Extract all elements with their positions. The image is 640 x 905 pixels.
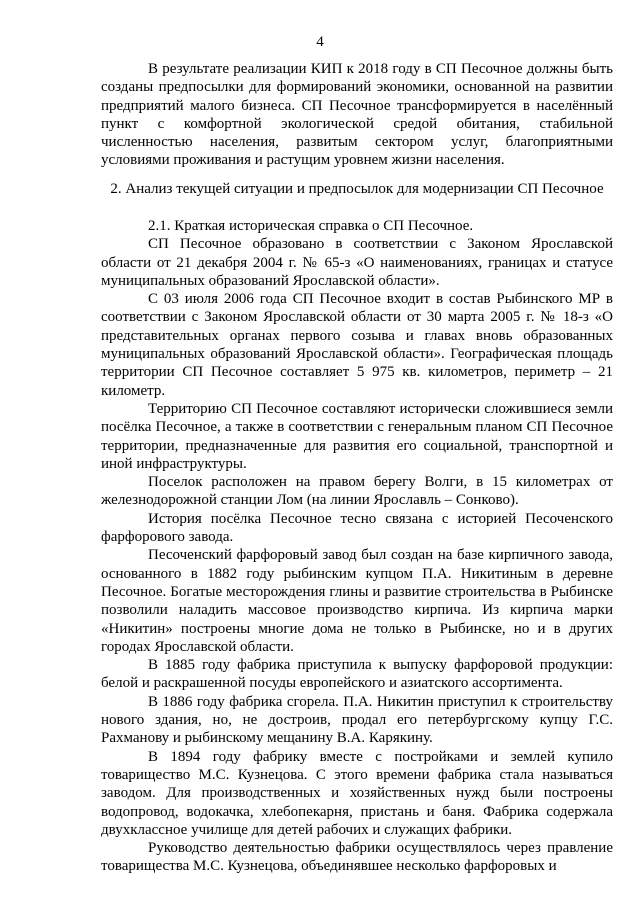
paragraph: В 1885 году фабрика приступила к выпуску фарфоровой продукции: белой и раскрашенной посуды европейского и азиатского ассортимента. <box>101 657 613 692</box>
paragraph: Руководство деятельностью фабрики осуществлялось через правление товарищества М.С. Кузнецова, объединявшее несколько фарфоровых и <box>101 840 613 875</box>
paragraph: Песоченский фарфоровый завод был создан на базе кирпичного завода, основанного в 1882 году рыбинским купцом П.А. Никитиным в деревне Песочное. Богатые месторождения глины и развитие строительства в Рыбинске позволили наладить массовое производство кирпича. Из кирпича марки «Никитин» построены многие дома не только в Рыбинске, но и в других городах Ярославской области. <box>101 547 613 655</box>
subsection-heading: 2.1. Краткая историческая справка о СП Песочное. <box>148 218 474 234</box>
page-number: 4 <box>316 34 324 50</box>
paragraph: Территорию СП Песочное составляют исторически сложившиеся земли посёлка Песочное, а также в соответствии с генеральным планом СП Песочное территории, предназначенные для развития его социальной, транспортной и иной инфраструктуры. <box>101 400 613 472</box>
paragraph: История посёлка Песочное тесно связана с историей Песоченского фарфорового завода. <box>101 510 613 546</box>
intro-paragraph: В результате реализации КИП к 2018 году в СП Песочное должны быть созданы предпосылки для формирований экономики, основанной на развитии предприятий малого бизнеса. СП Песочное трансформируется в населённый пункт с комфортной экологической средой обитания, стабильной численностью населения, развитым сектором услуг, благоприятными условиями проживания и растущим уровнем жизни населения. <box>101 61 613 169</box>
paragraph: Поселок расположен на правом берегу Волги, в 15 километрах от железнодорожной станции Лом (на линии Ярославль – Сонково). <box>101 474 613 509</box>
paragraph: В 1894 году фабрику вместе с постройками и землей купило товарищество М.С. Кузнецова. С этого времени фабрика стала называться заводом. Для производственных и хозяйственных нужд были построены водопровод, водокачка, хлебопекарня, пристань и баня. Фабрика содержала двухклассное училище для детей рабочих и служащих фабрики. <box>101 748 613 838</box>
intro-block <box>101 60 613 170</box>
section-heading: 2. Анализ текущей ситуации и предпосылок для модернизации СП Песочное <box>110 181 604 197</box>
paragraph: С 03 июля 2006 года СП Песочное входит в состав Рыбинского МР в соответствии с Законом Ярославской области от 30 марта 2005 г. № 18-з «О представительных органах первого созыва и главах вновь образованных муниципальных образований Ярославской области». Географическая площадь территории СП Песочное составляет 5 975 кв. километров, периметр – 21 километр. <box>101 291 613 399</box>
paragraph: СП Песочное образовано в соответствии с Законом Ярославской области от 21 декабря 2004 г. № 65-з «О наименованиях, границах и статусе муниципальных образований Ярославской области». <box>101 236 613 289</box>
section-body <box>101 217 613 876</box>
paragraph: В 1886 году фабрика сгорела. П.А. Никитин приступил к строительству нового здания, но, не достроив, продал его петербургскому купцу Г.С. Рахманову и рыбинскому мещанину В.А. Карякину. <box>101 693 613 747</box>
